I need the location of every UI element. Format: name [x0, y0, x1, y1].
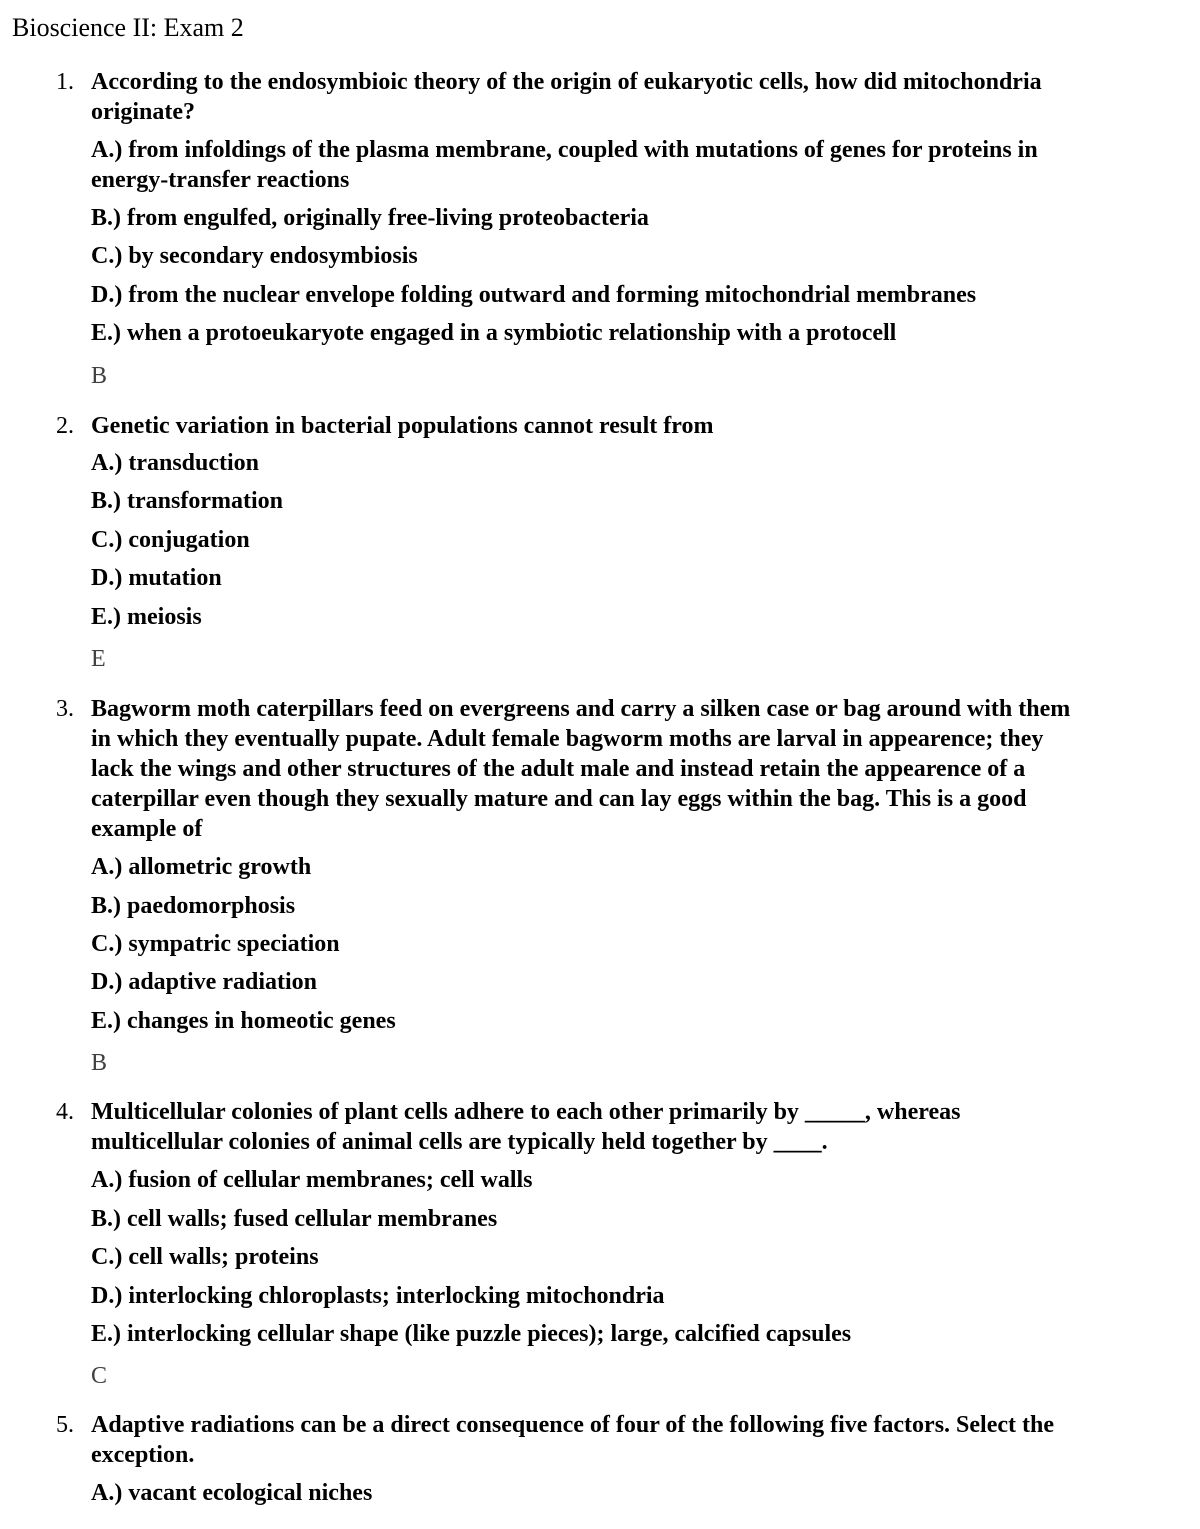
option-text-line: A.) allometric growth — [91, 854, 312, 880]
question-number: 1. — [56, 69, 74, 95]
question-stem-line: originate? — [91, 99, 195, 125]
question-stem — [91, 694, 1191, 844]
option-text-line: C.) cell walls; proteins — [91, 1244, 319, 1270]
answer-key: E — [91, 646, 106, 672]
option-text-line: A.) from infoldings of the plasma membrane, coupled with mutations of genes for proteins in — [91, 137, 1038, 163]
question-number: 3. — [56, 696, 74, 722]
option-text-line: energy-transfer reactions — [91, 167, 350, 193]
question-stem-line: Genetic variation in bacterial populations cannot result from — [91, 413, 714, 439]
option-b — [91, 1204, 497, 1234]
option-text-line: D.) mutation — [91, 565, 222, 591]
option-c — [91, 929, 340, 959]
option-d — [91, 1281, 665, 1311]
question-stem — [91, 1097, 1191, 1157]
question-stem-line: multicellular colonies of animal cells are typically held together by ____. — [91, 1129, 828, 1155]
question-stem-line: exception. — [91, 1442, 195, 1468]
question-stem — [91, 67, 1191, 127]
option-d — [91, 563, 222, 593]
question-stem — [91, 1410, 1191, 1470]
option-a — [91, 448, 259, 478]
option-text-line: D.) interlocking chloroplasts; interlocking mitochondria — [91, 1283, 665, 1309]
option-c — [91, 241, 418, 271]
option-text-line: A.) transduction — [91, 450, 260, 476]
option-text-line: A.) fusion of cellular membranes; cell walls — [91, 1167, 533, 1193]
option-text-line: E.) meiosis — [91, 604, 202, 630]
question-stem-line: According to the endosymbioic theory of the origin of eukaryotic cells, how did mitochondria — [91, 69, 1042, 95]
option-text-line: B.) paedomorphosis — [91, 893, 296, 919]
option-text-line: A.) vacant ecological niches — [91, 1480, 373, 1506]
option-e — [91, 1006, 396, 1036]
question-stem-line: example of — [91, 816, 203, 842]
option-text-line: E.) interlocking cellular shape (like puzzle pieces); large, calcified capsules — [91, 1321, 852, 1347]
option-d — [91, 967, 317, 997]
option-d — [91, 280, 976, 310]
option-a — [91, 135, 1038, 195]
answer-key: B — [91, 1050, 108, 1076]
option-a — [91, 852, 311, 882]
question-stem-line: in which they eventually pupate. Adult female bagworm moths are larval in appearence; they — [91, 726, 1044, 752]
option-text-line: C.) conjugation — [91, 527, 250, 553]
page-title: Bioscience II: Exam 2 — [12, 13, 244, 42]
question-number: 4. — [56, 1099, 74, 1125]
question-stem-line: Bagworm moth caterpillars feed on evergreens and carry a silken case or bag around with them — [91, 696, 1071, 722]
option-a — [91, 1478, 372, 1508]
answer-key: C — [91, 1363, 108, 1389]
option-c — [91, 525, 250, 555]
question-stem — [91, 411, 1191, 441]
option-e — [91, 318, 896, 348]
option-c — [91, 1242, 319, 1272]
option-text-line: B.) from engulfed, originally free-living proteobacteria — [91, 205, 649, 231]
option-b — [91, 891, 295, 921]
question-stem-line: caterpillar even though they sexually mature and can lay eggs within the bag. This is a good — [91, 786, 1027, 812]
option-text-line: B.) cell walls; fused cellular membranes — [91, 1206, 498, 1232]
question-stem-line: lack the wings and other structures of the adult male and instead retain the appearence of a — [91, 756, 1026, 782]
question-number: 5. — [56, 1412, 74, 1438]
option-text-line: C.) sympatric speciation — [91, 931, 340, 957]
question-number: 2. — [56, 413, 74, 439]
question-stem-line: Multicellular colonies of plant cells adhere to each other primarily by _____, whereas — [91, 1099, 961, 1125]
option-a — [91, 1165, 533, 1195]
answer-key: B — [91, 363, 108, 389]
option-e — [91, 1319, 851, 1349]
option-b — [91, 486, 283, 516]
option-text-line: C.) by secondary endosymbiosis — [91, 243, 418, 269]
option-text-line: E.) when a protoeukaryote engaged in a symbiotic relationship with a protocell — [91, 320, 897, 346]
option-text-line: D.) adaptive radiation — [91, 969, 318, 995]
option-text-line: D.) from the nuclear envelope folding outward and forming mitochondrial membranes — [91, 282, 977, 308]
option-text-line: E.) changes in homeotic genes — [91, 1008, 396, 1034]
option-text-line: B.) transformation — [91, 488, 283, 514]
question-stem-line: Adaptive radiations can be a direct consequence of four of the following five factors. Select the — [91, 1412, 1054, 1438]
option-e — [91, 602, 202, 632]
option-b — [91, 203, 649, 233]
